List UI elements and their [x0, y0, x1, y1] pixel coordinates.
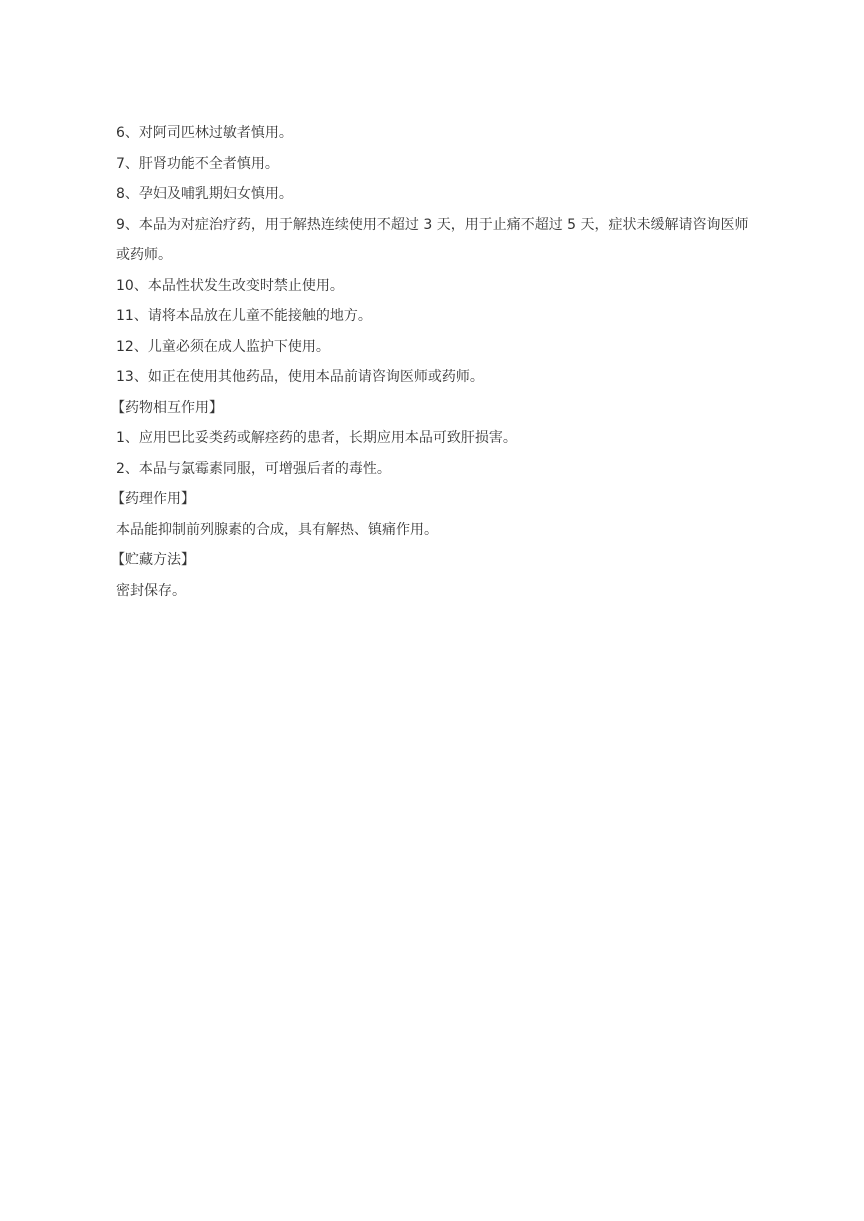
caution-item-7: 7、肝肾功能不全者慎用。 [116, 155, 279, 172]
caution-item-11: 11、请将本品放在儿童不能接触的地方。 [116, 308, 372, 324]
caution-item-12: 12、儿童必须在成人监护下使用。 [116, 338, 330, 355]
caution-item-9: 9、本品为对症治疗药，用于解热连续使用不超过 3 天，用于止痛不超过 5 天，症状未缓解请咨询医师 [116, 216, 749, 233]
caution-item-6: 6、对阿司匹林过敏者慎用。 [116, 125, 293, 141]
caution-item-8: 8、孕妇及哺乳期妇女慎用。 [116, 186, 293, 202]
storage-text: 密封保存。 [116, 582, 186, 599]
section-heading-storage: 【贮藏方法】 [111, 552, 195, 568]
caution-item-10: 10、本品性状发生改变时禁止使用。 [116, 277, 344, 294]
caution-item-13: 13、如正在使用其他药品，使用本品前请咨询医师或药师。 [116, 369, 484, 385]
section-heading-pharmacology: 【药理作用】 [111, 491, 195, 507]
document-body [111, 118, 768, 606]
caution-item-9-continued: 或药师。 [116, 247, 172, 263]
pharmacology-text: 本品能抑制前列腺素的合成，具有解热、镇痛作用。 [116, 521, 438, 538]
section-heading-drug-interactions: 【药物相互作用】 [111, 399, 223, 416]
interaction-item-2: 2、本品与氯霉素同服，可增强后者的毒性。 [116, 460, 391, 477]
interaction-item-1: 1、应用巴比妥类药或解痉药的患者，长期应用本品可致肝损害。 [116, 430, 517, 446]
